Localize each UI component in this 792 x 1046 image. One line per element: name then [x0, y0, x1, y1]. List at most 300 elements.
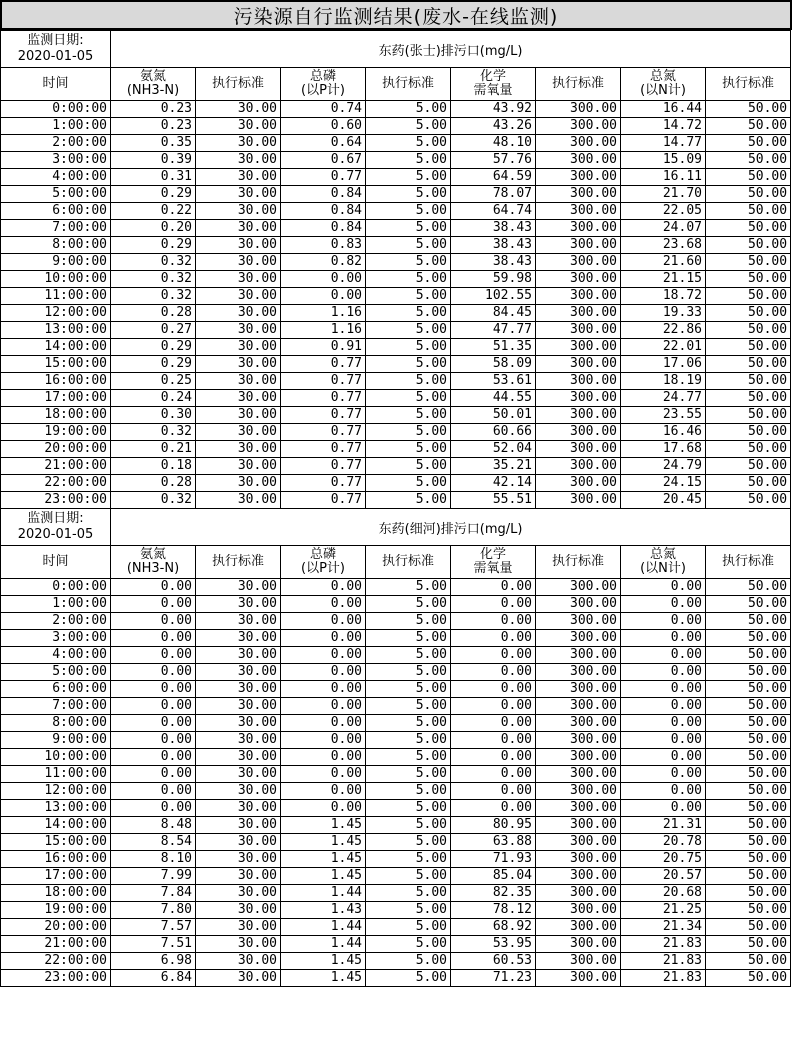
- value-cell: 50.00: [706, 135, 791, 152]
- value-cell: 30.00: [196, 458, 281, 475]
- table-row: [1, 596, 791, 613]
- value-cell: 50.00: [706, 101, 791, 118]
- value-cell: 59.98: [451, 271, 536, 288]
- table-row: [1, 885, 791, 902]
- value-cell: 30.00: [196, 288, 281, 305]
- value-cell: 300.00: [536, 407, 621, 424]
- value-cell: 5.00: [366, 579, 451, 596]
- column-header: [111, 68, 196, 101]
- time-cell: 5:00:00: [1, 186, 111, 203]
- time-cell: 1:00:00: [1, 596, 111, 613]
- value-cell: 50.00: [706, 834, 791, 851]
- value-cell: 0.20: [111, 220, 196, 237]
- time-cell: 19:00:00: [1, 902, 111, 919]
- table-row: [1, 630, 791, 647]
- value-cell: 5.00: [366, 834, 451, 851]
- column-header-line: 执行标准: [211, 554, 264, 569]
- value-cell: 0.00: [281, 288, 366, 305]
- value-cell: 50.00: [706, 596, 791, 613]
- value-cell: 50.00: [706, 851, 791, 868]
- value-cell: 300.00: [536, 339, 621, 356]
- value-cell: 0.00: [451, 647, 536, 664]
- value-cell: 24.77: [621, 390, 706, 407]
- value-cell: 30.00: [196, 681, 281, 698]
- value-cell: 68.92: [451, 919, 536, 936]
- value-cell: 82.35: [451, 885, 536, 902]
- value-cell: 300.00: [536, 783, 621, 800]
- time-cell: 10:00:00: [1, 271, 111, 288]
- value-cell: 5.00: [366, 424, 451, 441]
- value-cell: 0.77: [281, 458, 366, 475]
- value-cell: 60.66: [451, 424, 536, 441]
- value-cell: 0.22: [111, 203, 196, 220]
- value-cell: 50.00: [706, 715, 791, 732]
- value-cell: 0.74: [281, 101, 366, 118]
- table-row: [1, 390, 791, 407]
- value-cell: 300.00: [536, 458, 621, 475]
- value-cell: 84.45: [451, 305, 536, 322]
- time-cell: 12:00:00: [1, 305, 111, 322]
- time-cell: 3:00:00: [1, 152, 111, 169]
- value-cell: 300.00: [536, 868, 621, 885]
- value-cell: 7.57: [111, 919, 196, 936]
- table-row: [1, 373, 791, 390]
- column-header-line: 需氧量: [473, 561, 513, 576]
- table-row: [1, 834, 791, 851]
- value-cell: 20.57: [621, 868, 706, 885]
- value-cell: 50.00: [706, 441, 791, 458]
- value-cell: 0.39: [111, 152, 196, 169]
- value-cell: 57.76: [451, 152, 536, 169]
- value-cell: 0.77: [281, 373, 366, 390]
- value-cell: 24.07: [621, 220, 706, 237]
- value-cell: 50.00: [706, 579, 791, 596]
- value-cell: 38.43: [451, 254, 536, 271]
- value-cell: 0.00: [111, 698, 196, 715]
- value-cell: 30.00: [196, 613, 281, 630]
- value-cell: 5.00: [366, 970, 451, 987]
- value-cell: 0.00: [111, 664, 196, 681]
- value-cell: 38.43: [451, 237, 536, 254]
- value-cell: 30.00: [196, 817, 281, 834]
- value-cell: 8.54: [111, 834, 196, 851]
- value-cell: 30.00: [196, 169, 281, 186]
- value-cell: 21.83: [621, 953, 706, 970]
- table-row: [1, 868, 791, 885]
- value-cell: 300.00: [536, 885, 621, 902]
- value-cell: 30.00: [196, 220, 281, 237]
- value-cell: 0.32: [111, 271, 196, 288]
- value-cell: 5.00: [366, 322, 451, 339]
- value-cell: 300.00: [536, 271, 621, 288]
- value-cell: 0.18: [111, 458, 196, 475]
- value-cell: 300.00: [536, 613, 621, 630]
- value-cell: 5.00: [366, 101, 451, 118]
- value-cell: 20.68: [621, 885, 706, 902]
- value-cell: 30.00: [196, 953, 281, 970]
- value-cell: 5.00: [366, 135, 451, 152]
- time-cell: 16:00:00: [1, 851, 111, 868]
- value-cell: 50.00: [706, 475, 791, 492]
- value-cell: 300.00: [536, 101, 621, 118]
- value-cell: 5.00: [366, 953, 451, 970]
- value-cell: 300.00: [536, 152, 621, 169]
- value-cell: 30.00: [196, 237, 281, 254]
- value-cell: 1.45: [281, 817, 366, 834]
- column-header-line: 化学: [479, 69, 506, 84]
- value-cell: 30.00: [196, 664, 281, 681]
- time-cell: 10:00:00: [1, 749, 111, 766]
- value-cell: 0.00: [451, 613, 536, 630]
- column-header: [621, 68, 706, 101]
- value-cell: 300.00: [536, 220, 621, 237]
- value-cell: 30.00: [196, 596, 281, 613]
- time-cell: 4:00:00: [1, 647, 111, 664]
- time-cell: 22:00:00: [1, 953, 111, 970]
- value-cell: 35.21: [451, 458, 536, 475]
- value-cell: 5.00: [366, 698, 451, 715]
- date-label: 监测日期:: [27, 511, 84, 526]
- value-cell: 0.00: [621, 647, 706, 664]
- value-cell: 5.00: [366, 936, 451, 953]
- time-cell: 8:00:00: [1, 715, 111, 732]
- outlet-name: 东药(张士)排污口(mg/L): [111, 31, 791, 68]
- value-cell: 50.00: [706, 868, 791, 885]
- value-cell: 0.31: [111, 169, 196, 186]
- column-header-line: 总磷: [309, 547, 336, 562]
- value-cell: 0.00: [451, 681, 536, 698]
- column-header-line: 时间: [42, 76, 69, 91]
- time-cell: 21:00:00: [1, 936, 111, 953]
- column-header: [1, 68, 111, 101]
- value-cell: 50.00: [706, 220, 791, 237]
- value-cell: 50.00: [706, 424, 791, 441]
- value-cell: 8.10: [111, 851, 196, 868]
- time-cell: 5:00:00: [1, 664, 111, 681]
- value-cell: 300.00: [536, 715, 621, 732]
- column-header-line: 执行标准: [722, 554, 775, 569]
- report-title: 污染源自行监测结果(废水-在线监测): [0, 0, 792, 30]
- value-cell: 50.00: [706, 356, 791, 373]
- value-cell: 0.21: [111, 441, 196, 458]
- column-header-line: (NH3-N): [126, 561, 180, 576]
- value-cell: 30.00: [196, 902, 281, 919]
- column-header: [366, 68, 451, 101]
- value-cell: 5.00: [366, 152, 451, 169]
- value-cell: 30.00: [196, 271, 281, 288]
- value-cell: 300.00: [536, 203, 621, 220]
- time-cell: 6:00:00: [1, 203, 111, 220]
- value-cell: 300.00: [536, 322, 621, 339]
- outlet-name: 东药(细河)排污口(mg/L): [111, 509, 791, 546]
- time-cell: 20:00:00: [1, 441, 111, 458]
- column-header-line: 执行标准: [551, 554, 604, 569]
- value-cell: 50.00: [706, 237, 791, 254]
- value-cell: 5.00: [366, 749, 451, 766]
- value-cell: 0.84: [281, 220, 366, 237]
- value-cell: 300.00: [536, 475, 621, 492]
- value-cell: 300.00: [536, 851, 621, 868]
- column-header: [366, 546, 451, 579]
- table-row: [1, 339, 791, 356]
- table-row: [1, 152, 791, 169]
- value-cell: 30.00: [196, 715, 281, 732]
- value-cell: 23.68: [621, 237, 706, 254]
- value-cell: 0.91: [281, 339, 366, 356]
- value-cell: 0.00: [451, 715, 536, 732]
- value-cell: 300.00: [536, 732, 621, 749]
- value-cell: 0.00: [281, 664, 366, 681]
- value-cell: 0.00: [111, 647, 196, 664]
- time-cell: 9:00:00: [1, 254, 111, 271]
- column-header-line: 总磷: [309, 69, 336, 84]
- value-cell: 300.00: [536, 118, 621, 135]
- value-cell: 5.00: [366, 681, 451, 698]
- value-cell: 80.95: [451, 817, 536, 834]
- value-cell: 300.00: [536, 390, 621, 407]
- table-row: [1, 613, 791, 630]
- time-cell: 0:00:00: [1, 579, 111, 596]
- value-cell: 5.00: [366, 220, 451, 237]
- value-cell: 300.00: [536, 834, 621, 851]
- value-cell: 1.44: [281, 919, 366, 936]
- value-cell: 300.00: [536, 186, 621, 203]
- table-row: [1, 902, 791, 919]
- table-row: [1, 715, 791, 732]
- value-cell: 24.79: [621, 458, 706, 475]
- value-cell: 0.00: [281, 630, 366, 647]
- value-cell: 6.84: [111, 970, 196, 987]
- column-header-row: [1, 546, 791, 579]
- column-header-line: 需氧量: [473, 83, 513, 98]
- value-cell: 300.00: [536, 919, 621, 936]
- value-cell: 50.00: [706, 203, 791, 220]
- value-cell: 300.00: [536, 749, 621, 766]
- value-cell: 21.25: [621, 902, 706, 919]
- column-header: [1, 546, 111, 579]
- value-cell: 300.00: [536, 424, 621, 441]
- table-row: [1, 647, 791, 664]
- value-cell: 22.01: [621, 339, 706, 356]
- value-cell: 0.00: [621, 698, 706, 715]
- value-cell: 21.70: [621, 186, 706, 203]
- value-cell: 0.00: [111, 732, 196, 749]
- value-cell: 50.00: [706, 817, 791, 834]
- value-cell: 50.00: [706, 407, 791, 424]
- value-cell: 30.00: [196, 492, 281, 509]
- value-cell: 5.00: [366, 118, 451, 135]
- value-cell: 0.77: [281, 407, 366, 424]
- value-cell: 0.00: [451, 766, 536, 783]
- value-cell: 30.00: [196, 698, 281, 715]
- value-cell: 0.00: [451, 732, 536, 749]
- value-cell: 0.32: [111, 492, 196, 509]
- time-cell: 0:00:00: [1, 101, 111, 118]
- value-cell: 7.84: [111, 885, 196, 902]
- value-cell: 58.09: [451, 356, 536, 373]
- table-row: [1, 851, 791, 868]
- value-cell: 300.00: [536, 579, 621, 596]
- value-cell: 300.00: [536, 953, 621, 970]
- time-cell: 13:00:00: [1, 322, 111, 339]
- column-header-line: 化学: [479, 547, 506, 562]
- value-cell: 30.00: [196, 135, 281, 152]
- value-cell: 20.78: [621, 834, 706, 851]
- value-cell: 5.00: [366, 851, 451, 868]
- value-cell: 0.00: [281, 766, 366, 783]
- value-cell: 5.00: [366, 715, 451, 732]
- column-header-line: 执行标准: [551, 76, 604, 91]
- table-row: [1, 732, 791, 749]
- value-cell: 0.00: [111, 681, 196, 698]
- value-cell: 50.00: [706, 783, 791, 800]
- value-cell: 6.98: [111, 953, 196, 970]
- value-cell: 30.00: [196, 936, 281, 953]
- value-cell: 30.00: [196, 203, 281, 220]
- table-row: [1, 458, 791, 475]
- column-header-line: 执行标准: [211, 76, 264, 91]
- value-cell: 0.84: [281, 203, 366, 220]
- value-cell: 300.00: [536, 681, 621, 698]
- time-cell: 23:00:00: [1, 492, 111, 509]
- table-row: [1, 766, 791, 783]
- value-cell: 5.00: [366, 407, 451, 424]
- value-cell: 30.00: [196, 766, 281, 783]
- value-cell: 5.00: [366, 596, 451, 613]
- value-cell: 71.93: [451, 851, 536, 868]
- value-cell: 15.09: [621, 152, 706, 169]
- value-cell: 0.00: [621, 749, 706, 766]
- table-row: [1, 953, 791, 970]
- value-cell: 5.00: [366, 169, 451, 186]
- value-cell: 8.48: [111, 817, 196, 834]
- value-cell: 300.00: [536, 169, 621, 186]
- time-cell: 23:00:00: [1, 970, 111, 987]
- value-cell: 30.00: [196, 424, 281, 441]
- value-cell: 30.00: [196, 475, 281, 492]
- value-cell: 0.00: [451, 596, 536, 613]
- value-cell: 5.00: [366, 492, 451, 509]
- value-cell: 0.00: [281, 749, 366, 766]
- column-header: [536, 68, 621, 101]
- monitoring-table: [0, 30, 791, 987]
- value-cell: 50.00: [706, 630, 791, 647]
- time-cell: 21:00:00: [1, 458, 111, 475]
- value-cell: 50.00: [706, 800, 791, 817]
- value-cell: 0.28: [111, 475, 196, 492]
- value-cell: 0.00: [281, 783, 366, 800]
- value-cell: 0.30: [111, 407, 196, 424]
- value-cell: 7.99: [111, 868, 196, 885]
- value-cell: 30.00: [196, 322, 281, 339]
- value-cell: 71.23: [451, 970, 536, 987]
- value-cell: 0.82: [281, 254, 366, 271]
- value-cell: 0.00: [281, 732, 366, 749]
- value-cell: 60.53: [451, 953, 536, 970]
- time-cell: 1:00:00: [1, 118, 111, 135]
- time-cell: 16:00:00: [1, 373, 111, 390]
- column-header: [621, 546, 706, 579]
- time-cell: 7:00:00: [1, 698, 111, 715]
- value-cell: 20.45: [621, 492, 706, 509]
- value-cell: 50.00: [706, 458, 791, 475]
- value-cell: 0.27: [111, 322, 196, 339]
- time-cell: 18:00:00: [1, 407, 111, 424]
- value-cell: 63.88: [451, 834, 536, 851]
- value-cell: 30.00: [196, 407, 281, 424]
- value-cell: 0.00: [451, 579, 536, 596]
- value-cell: 300.00: [536, 664, 621, 681]
- value-cell: 0.84: [281, 186, 366, 203]
- value-cell: 50.00: [706, 186, 791, 203]
- value-cell: 0.00: [451, 783, 536, 800]
- value-cell: 30.00: [196, 800, 281, 817]
- value-cell: 300.00: [536, 288, 621, 305]
- value-cell: 50.00: [706, 390, 791, 407]
- value-cell: 50.00: [706, 953, 791, 970]
- value-cell: 30.00: [196, 254, 281, 271]
- value-cell: 0.00: [621, 613, 706, 630]
- table-row: [1, 203, 791, 220]
- value-cell: 1.16: [281, 322, 366, 339]
- value-cell: 0.00: [281, 681, 366, 698]
- table-row: [1, 186, 791, 203]
- value-cell: 50.00: [706, 919, 791, 936]
- value-cell: 0.00: [621, 766, 706, 783]
- time-cell: 15:00:00: [1, 356, 111, 373]
- value-cell: 0.00: [111, 783, 196, 800]
- value-cell: 0.67: [281, 152, 366, 169]
- date-value: 2020-01-05: [17, 527, 94, 542]
- value-cell: 20.75: [621, 851, 706, 868]
- value-cell: 300.00: [536, 254, 621, 271]
- value-cell: 50.00: [706, 152, 791, 169]
- value-cell: 50.00: [706, 288, 791, 305]
- value-cell: 0.00: [281, 698, 366, 715]
- value-cell: 300.00: [536, 630, 621, 647]
- table-row: [1, 271, 791, 288]
- value-cell: 50.00: [706, 339, 791, 356]
- table-row: [1, 919, 791, 936]
- value-cell: 0.77: [281, 356, 366, 373]
- value-cell: 1.44: [281, 936, 366, 953]
- value-cell: 50.00: [706, 766, 791, 783]
- value-cell: 5.00: [366, 664, 451, 681]
- value-cell: 0.77: [281, 492, 366, 509]
- column-header: [281, 546, 366, 579]
- value-cell: 1.45: [281, 868, 366, 885]
- table-row: [1, 424, 791, 441]
- value-cell: 30.00: [196, 186, 281, 203]
- value-cell: 30.00: [196, 885, 281, 902]
- value-cell: 0.00: [281, 613, 366, 630]
- column-header-line: 总氮: [649, 69, 676, 84]
- value-cell: 38.43: [451, 220, 536, 237]
- value-cell: 300.00: [536, 441, 621, 458]
- value-cell: 0.77: [281, 441, 366, 458]
- value-cell: 0.00: [451, 800, 536, 817]
- table-row: [1, 356, 791, 373]
- value-cell: 5.00: [366, 356, 451, 373]
- value-cell: 5.00: [366, 203, 451, 220]
- value-cell: 0.00: [111, 749, 196, 766]
- value-cell: 5.00: [366, 902, 451, 919]
- value-cell: 0.32: [111, 288, 196, 305]
- value-cell: 7.80: [111, 902, 196, 919]
- column-header: [451, 546, 536, 579]
- time-cell: 17:00:00: [1, 390, 111, 407]
- value-cell: 0.60: [281, 118, 366, 135]
